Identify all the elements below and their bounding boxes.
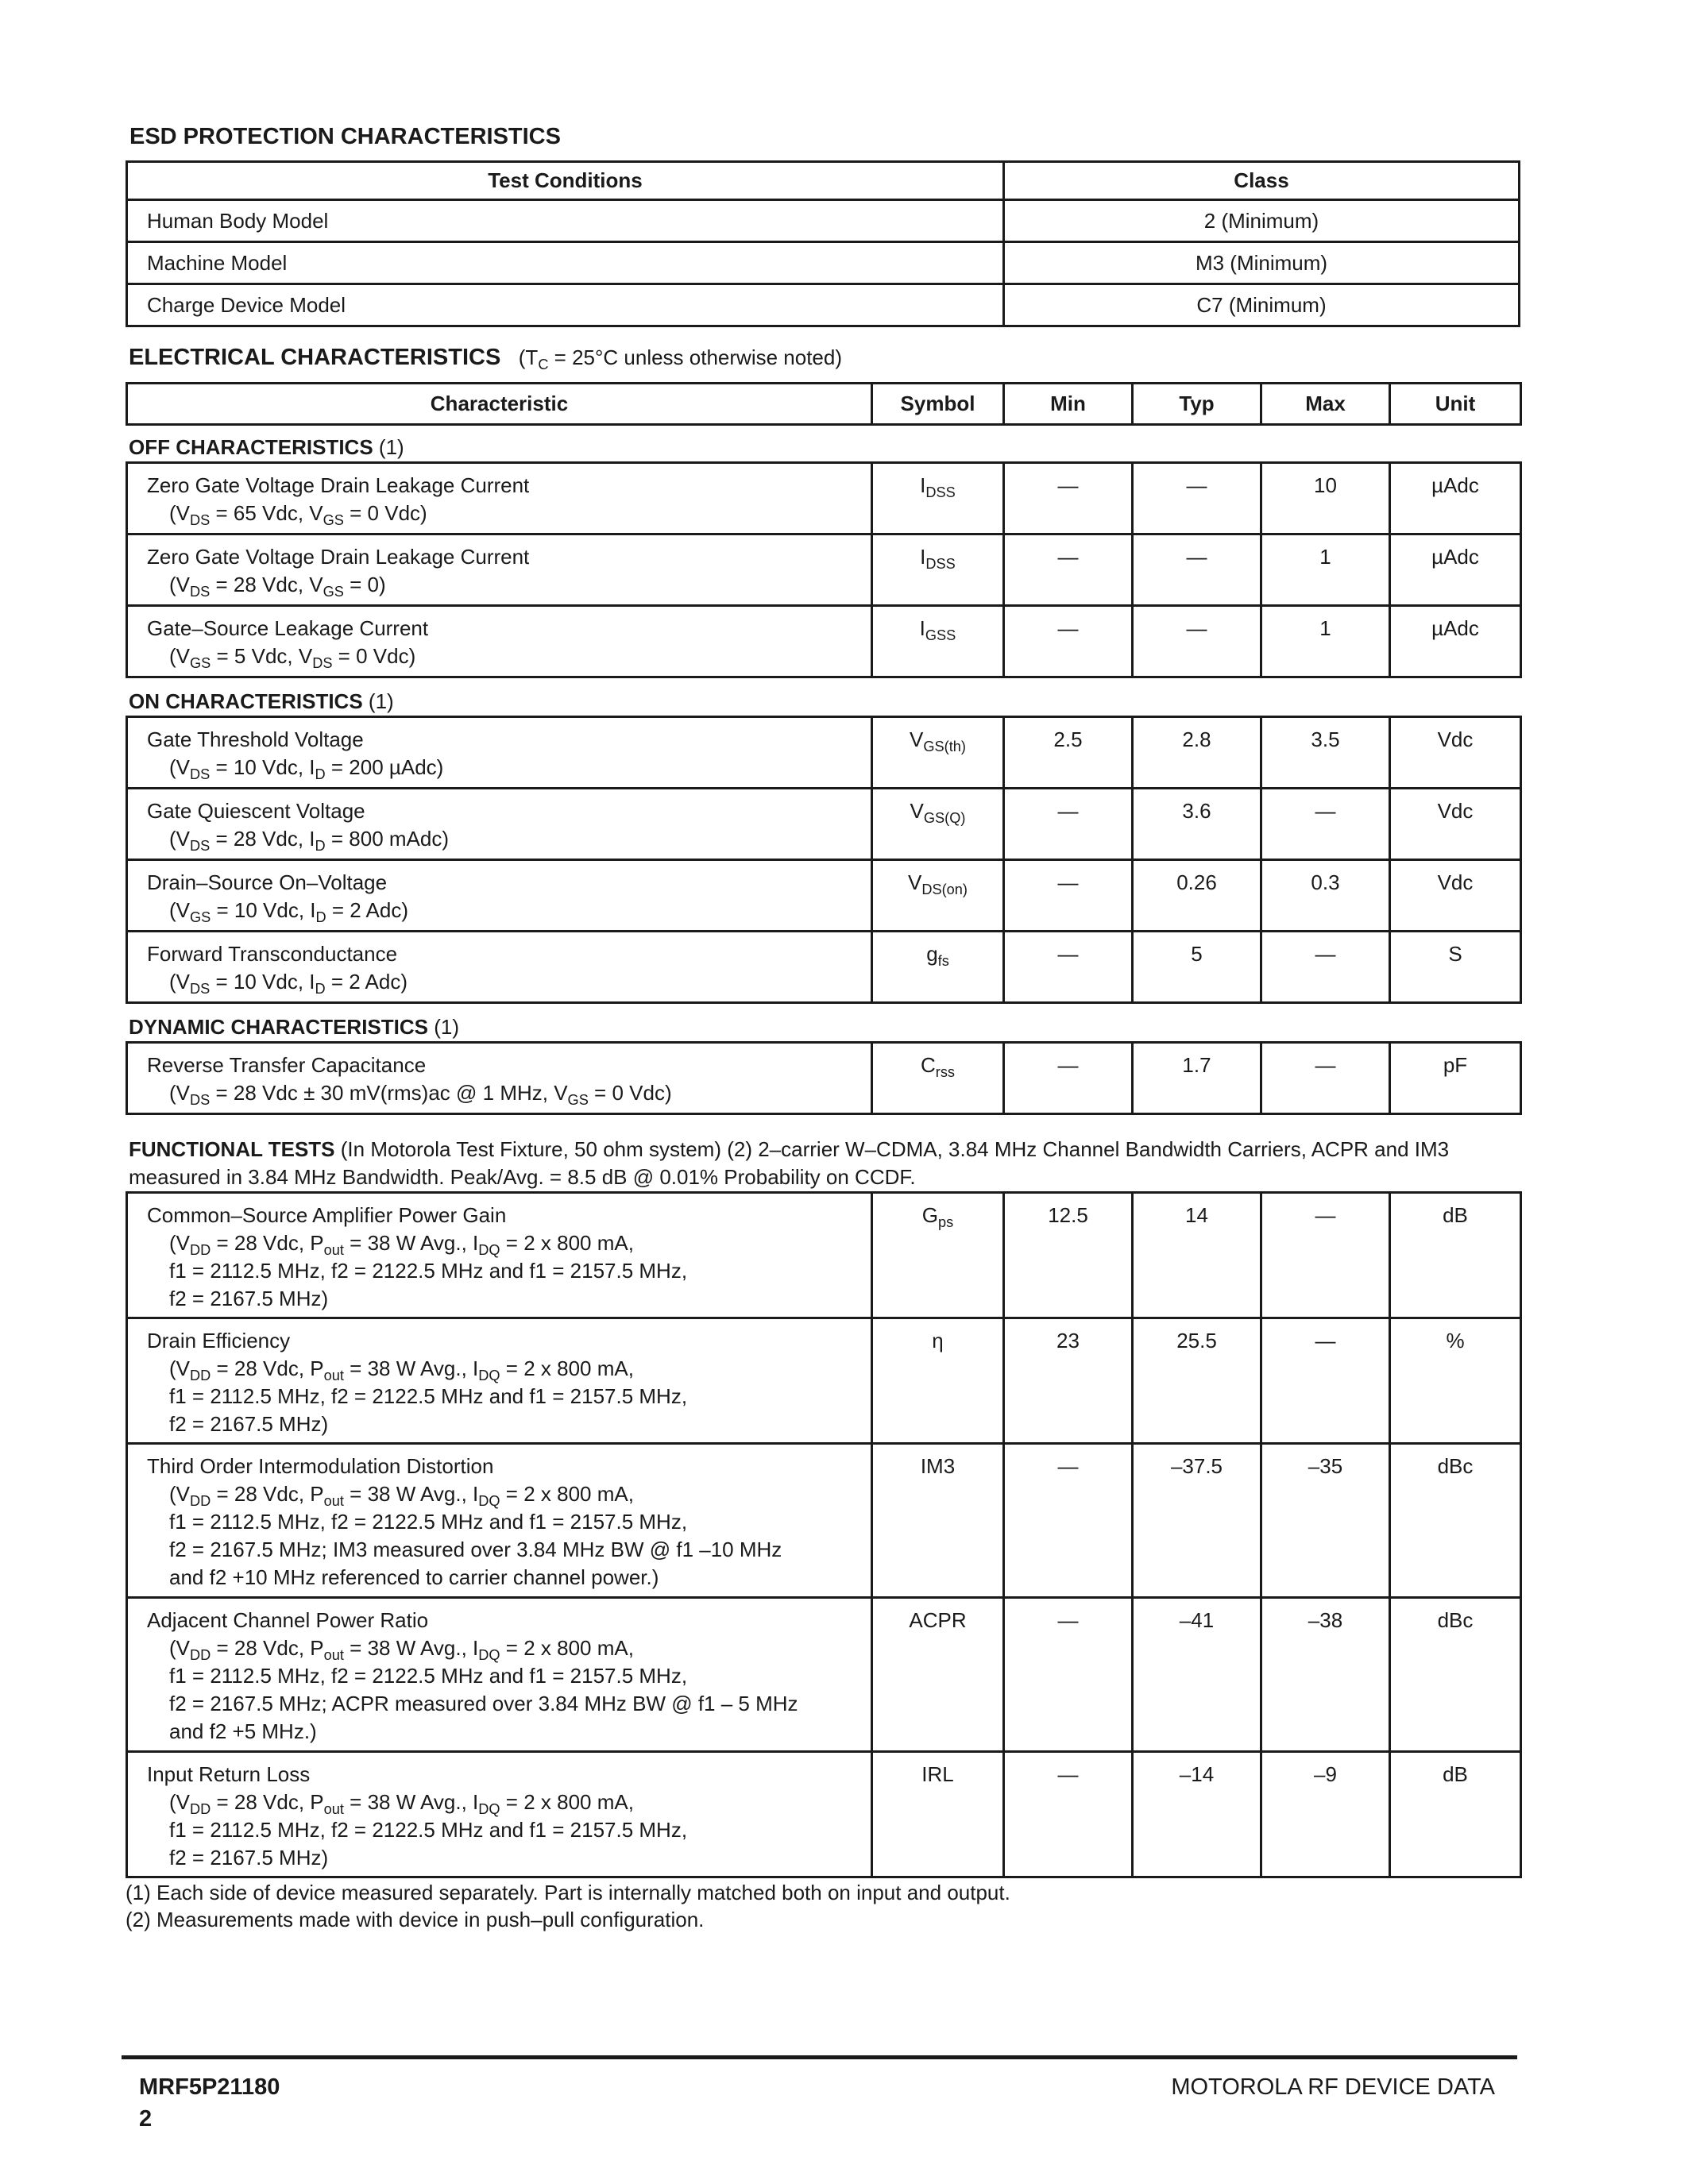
characteristic-cell: Gate Quiescent Voltage ($V_{DS} = 28$ Vdc, $I_D = 800$ mAdc) [127,789,872,860]
header-characteristic: Characteristic [127,384,872,425]
typ-cell: 25.5 [1133,1318,1261,1444]
typ-cell: –14 [1133,1752,1261,1877]
table-row [127,1444,1521,1598]
table-row [127,789,1521,860]
max-cell: –38 [1261,1598,1390,1752]
characteristic-cell: Drain–Source On–Voltage ($V_{GS} = 10$ Vdc, $I_D = 2$ Adc) [127,860,872,932]
unit-cell: dB [1390,1752,1521,1877]
min-cell: — [1004,1752,1133,1877]
characteristic-cell: Zero Gate Voltage Drain Leakage Current ($V_{DS} = 28$ Vdc, $V_{GS} = 0$) [127,534,872,606]
characteristic-cell: Gate–Source Leakage Current ($V_{GS} = 5$ Vdc, $V_{DS} = 0$ Vdc) [127,606,872,677]
unit-cell: Vdc [1390,860,1521,932]
symbol-cell: $V_{GS(Q)}$ [872,789,1004,860]
max-cell: — [1261,1043,1390,1114]
esd-class: 2 (Minimum) [1004,200,1520,242]
symbol-cell: $C_{rss}$ [872,1043,1004,1114]
unit-cell: pF [1390,1043,1521,1114]
table-row [127,717,1521,789]
max-cell: — [1261,789,1390,860]
min-cell: — [1004,860,1133,932]
electrical-header-table [126,382,1522,426]
symbol-cell: $I_{GSS}$ [872,606,1004,677]
table-row [127,1193,1521,1318]
header-typ: Typ [1133,384,1261,425]
esd-class: M3 (Minimum) [1004,242,1520,284]
characteristic-cell: Input Return Loss ($V_{DD} = 28$ Vdc, $P_{out} = 38$ W Avg., $I_{DQ} = 2$ x 800 mA, f1 = 2112.5 MHz, f2 = 2122.5 MHz and f1 = 2157.5 MHz, f2 = 2167.5 MHz) [127,1752,872,1877]
table-row [127,200,1520,242]
off-characteristics-label: OFF CHARACTERISTICS (1) [129,435,404,459]
header-max: Max [1261,384,1390,425]
unit-cell: % [1390,1318,1521,1444]
min-cell: — [1004,1043,1133,1114]
esd-test-condition: Human Body Model [127,200,1004,242]
header-symbol: Symbol [872,384,1004,425]
typ-cell: 1.7 [1133,1043,1261,1114]
dynamic-characteristics-label: DYNAMIC CHARACTERISTICS (1) [129,1015,460,1039]
esd-test-condition: Charge Device Model [127,284,1004,326]
min-cell: — [1004,789,1133,860]
table-row [127,534,1521,606]
typ-cell: –37.5 [1133,1444,1261,1598]
min-cell: 2.5 [1004,717,1133,789]
table-row [127,606,1521,677]
table-row [127,932,1521,1003]
symbol-cell: $V_{DS(on)}$ [872,860,1004,932]
electrical-condition-note: ($T_C = 25^\circ C$ unless otherwise noted) [518,345,843,372]
table-row [127,1752,1521,1877]
table-row [127,1318,1521,1444]
unit-cell: dB [1390,1193,1521,1318]
characteristic-cell: Forward Transconductance ($V_{DS} = 10$ Vdc, $I_D = 2$ Adc) [127,932,872,1003]
symbol-cell: $g_{fs}$ [872,932,1004,1003]
min-cell: — [1004,1598,1133,1752]
header-unit: Unit [1390,384,1521,425]
footer-divider [122,2055,1517,2059]
symbol-cell: IRL [872,1752,1004,1877]
dynamic-characteristics-table [126,1041,1522,1115]
electrical-section-heading [129,345,842,371]
electrical-section-title: ELECTRICAL CHARACTERISTICS [129,345,501,370]
min-cell: — [1004,606,1133,677]
symbol-cell: $G_{ps}$ [872,1193,1004,1318]
symbol-cell: IM3 [872,1444,1004,1598]
unit-cell: Vdc [1390,717,1521,789]
characteristic-cell: Common–Source Amplifier Power Gain ($V_{DD} = 28$ Vdc, $P_{out} = 38$ W Avg., $I_{DQ} = 2$ x 800 mA, f1 = 2112.5 MHz, f2 = 2122.5 MHz and f1 = 2157.5 MHz, f2 = 2167.5 MHz) [127,1193,872,1318]
characteristic-cell: Third Order Intermodulation Distortion ($V_{DD} = 28$ Vdc, $P_{out} = 38$ W Avg., $I_{DQ} = 2$ x 800 mA, f1 = 2112.5 MHz, f2 = 2122.5 MHz and f1 = 2157.5 MHz, f2 = 2167.5 MHz; IM3 measured over 3.84 MHz BW @ f1 –10 MHz and f2 +10 MHz referenced to carrier channel power.) [127,1444,872,1598]
table-row [127,242,1520,284]
esd-header-class: Class [1004,162,1520,200]
typ-cell: — [1133,534,1261,606]
symbol-cell: $I_{DSS}$ [872,534,1004,606]
typ-cell: — [1133,606,1261,677]
page-number: 2 [139,2106,153,2132]
max-cell: — [1261,1318,1390,1444]
min-cell: — [1004,932,1133,1003]
typ-cell: 3.6 [1133,789,1261,860]
min-cell: — [1004,463,1133,534]
part-number: MRF5P21180 [139,2074,280,2100]
min-cell: — [1004,1444,1133,1598]
unit-cell: µAdc [1390,463,1521,534]
footnote-2: (2) Measurements made with device in push–pull configuration. [126,1908,705,1931]
table-row [127,463,1521,534]
min-cell: 12.5 [1004,1193,1133,1318]
typ-cell: 2.8 [1133,717,1261,789]
characteristic-cell: Drain Efficiency ($V_{DD} = 28$ Vdc, $P_{out} = 38$ W Avg., $I_{DQ} = 2$ x 800 mA, f1 = 2112.5 MHz, f2 = 2122.5 MHz and f1 = 2157.5 MHz, f2 = 2167.5 MHz) [127,1318,872,1444]
functional-tests-label: FUNCTIONAL TESTS (In Motorola Test Fixture, 50 ohm system) (2) 2–carrier W–CDMA, 3.84 MHz Channel Bandwidth Carriers, ACPR and IM3 measured in 3.84 MHz Bandwidth. Peak/Avg. = 8.5 dB @ 0.01% Probability on CCDF. [129,1137,1450,1189]
on-characteristics-table [126,716,1522,1004]
unit-cell: dBc [1390,1444,1521,1598]
max-cell: 1 [1261,606,1390,677]
on-characteristics-label: ON CHARACTERISTICS (1) [129,689,394,713]
table-row [127,284,1520,326]
esd-table [126,160,1520,327]
unit-cell: dBc [1390,1598,1521,1752]
esd-test-condition: Machine Model [127,242,1004,284]
symbol-cell: $V_{GS(th)}$ [872,717,1004,789]
typ-cell: 5 [1133,932,1261,1003]
max-cell: –9 [1261,1752,1390,1877]
functional-tests-table [126,1191,1522,1878]
symbol-cell: η [872,1318,1004,1444]
unit-cell: S [1390,932,1521,1003]
characteristic-cell: Zero Gate Voltage Drain Leakage Current ($V_{DS} = 65$ Vdc, $V_{GS} = 0$ Vdc) [127,463,872,534]
esd-class: C7 (Minimum) [1004,284,1520,326]
typ-cell: — [1133,463,1261,534]
max-cell: 10 [1261,463,1390,534]
max-cell: — [1261,932,1390,1003]
symbol-cell: ACPR [872,1598,1004,1752]
max-cell: 3.5 [1261,717,1390,789]
header-min: Min [1004,384,1133,425]
min-cell: — [1004,534,1133,606]
esd-section-title: ESD PROTECTION CHARACTERISTICS [129,124,561,149]
unit-cell: µAdc [1390,534,1521,606]
brand-footer-text: MOTOROLA RF DEVICE DATA [1171,2074,1495,2100]
table-row [127,1598,1521,1752]
footnote-1: (1) Each side of device measured separately. Part is internally matched both on input and output. [126,1881,1010,1904]
unit-cell: µAdc [1390,606,1521,677]
max-cell: 0.3 [1261,860,1390,932]
typ-cell: –41 [1133,1598,1261,1752]
min-cell: 23 [1004,1318,1133,1444]
esd-header-test-conditions: Test Conditions [127,162,1004,200]
max-cell: — [1261,1193,1390,1318]
characteristic-cell: Reverse Transfer Capacitance ($V_{DS} = 28$ Vdc ± 30 mV(rms)ac @ 1 MHz, $V_{GS} = 0$ Vdc) [127,1043,872,1114]
table-row [127,1043,1521,1114]
characteristic-cell: Adjacent Channel Power Ratio ($V_{DD} = 28$ Vdc, $P_{out} = 38$ W Avg., $I_{DQ} = 2$ x 800 mA, f1 = 2112.5 MHz, f2 = 2122.5 MHz and f1 = 2157.5 MHz, f2 = 2167.5 MHz; ACPR measured over 3.84 MHz BW @ f1 – 5 MHz and f2 +5 MHz.) [127,1598,872,1752]
typ-cell: 0.26 [1133,860,1261,932]
typ-cell: 14 [1133,1193,1261,1318]
off-characteristics-table [126,461,1522,678]
symbol-cell: $I_{DSS}$ [872,463,1004,534]
characteristic-cell: Gate Threshold Voltage ($V_{DS} = 10$ Vdc, $I_D = 200$ µAdc) [127,717,872,789]
unit-cell: Vdc [1390,789,1521,860]
table-row [127,860,1521,932]
max-cell: –35 [1261,1444,1390,1598]
max-cell: 1 [1261,534,1390,606]
